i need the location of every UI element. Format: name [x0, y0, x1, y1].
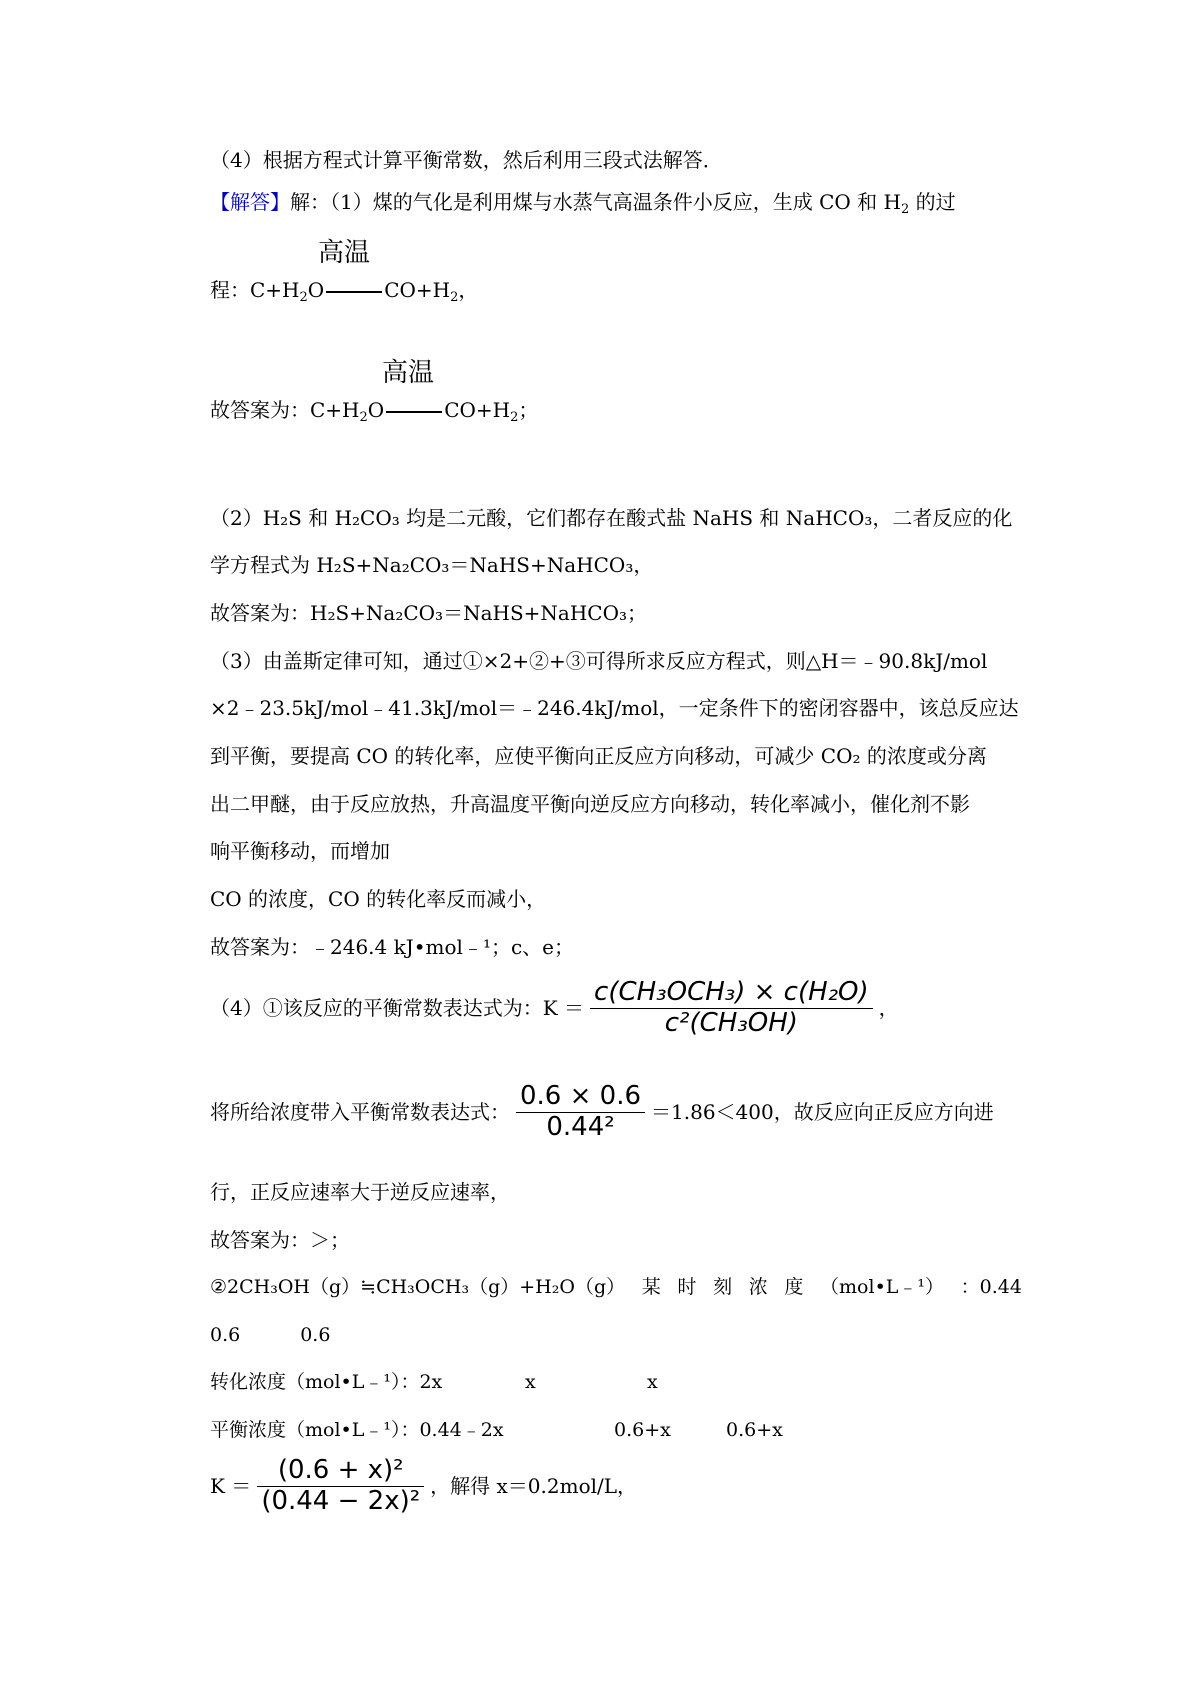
- para-3-answer: 故答案为：﹣246.4 kJ•mol﹣¹；c、e；: [210, 935, 575, 959]
- condition-high-temp-1: 高温: [318, 238, 371, 268]
- answer-line-tail: 的过: [909, 190, 956, 214]
- eq1-tail: CO+H: [384, 278, 451, 302]
- eq2-sub-a: 2: [359, 410, 368, 425]
- eq1-o: O: [307, 278, 325, 302]
- para-4-answer: 故答案为：＞；: [210, 1228, 350, 1252]
- three-stage-unit: （mol•L﹣¹）: [820, 1276, 945, 1298]
- eq2-end: ；: [518, 398, 539, 422]
- para-3-line-3: 到平衡，要提高 CO 的转化率，应使平衡向正反应方向移动，可减少 CO₂ 的浓度或分离: [210, 744, 987, 768]
- three-stage-value: ：0.44: [960, 1276, 1022, 1298]
- para-4-line-3: 行，正反应速率大于逆反应速率，: [210, 1180, 510, 1204]
- three-stage-char: 刻: [713, 1276, 733, 1298]
- para-4-intro: （4）根据方程式计算平衡常数，然后利用三段式法解答．: [210, 148, 723, 172]
- para-3-line-6: CO 的浓度，CO 的转化率反而减小，: [210, 887, 547, 911]
- initial-value-1: 0.6: [210, 1324, 241, 1346]
- k-expression-numerator: c(CH₃OCH₃) × c(H₂O): [594, 977, 869, 1007]
- k-final-post: ，解得 x＝0.2mol/L，: [430, 1474, 638, 1499]
- para-2-answer: 故答案为：H₂S+Na₂CO₃＝NaHS+NaHCO₃；: [210, 601, 647, 625]
- para-3-line-1: （3）由盖斯定律可知，通过①×2+②+③可得所求反应方程式，则△H＝﹣90.8kJ/mol: [210, 649, 988, 673]
- three-stage-initial-cont: [210, 1326, 330, 1345]
- para-2-line-1: [210, 508, 1022, 528]
- eq1-pre: 程：C+H: [210, 278, 300, 302]
- k-expression-denominator: c²(CH₃OH): [664, 1007, 798, 1038]
- k-final-pre: K ＝: [210, 1474, 252, 1499]
- three-stage-char: 浓: [748, 1276, 768, 1298]
- k-final-numerator: (0.6 + x)²: [277, 1455, 404, 1485]
- eq1-end: ，: [458, 278, 479, 302]
- three-stage-header: [210, 1278, 1022, 1297]
- three-stage-char: 时: [677, 1276, 697, 1298]
- k-expression-pre: （4）①该反应的平衡常数表达式为：K ＝: [210, 996, 585, 1021]
- equilibrium-label: 平衡浓度（mol•L﹣¹）：0.44﹣2x: [210, 1419, 504, 1441]
- q-calc-fraction: [516, 1082, 645, 1143]
- k-final-line: [210, 1456, 637, 1517]
- equation-line-2: [210, 398, 539, 425]
- change-label: 转化浓度（mol•L﹣¹）：2x: [210, 1371, 443, 1393]
- k-expression-fraction: [590, 978, 873, 1039]
- eq2-pre: 故答案为：C+H: [210, 398, 360, 422]
- eq2-sub-b: 2: [510, 410, 519, 425]
- k-final-fraction: [257, 1456, 424, 1517]
- para-2-line-1-text: （2）H₂S 和 H₂CO₃ 均是二元酸，它们都存在酸式盐 NaHS 和 NaHCO₃，二者反应的化: [210, 506, 1013, 530]
- condition-high-temp-2: 高温: [382, 358, 435, 388]
- equilibrium-value-1: 0.6+x: [614, 1419, 671, 1441]
- para-2-line-2: 学方程式为 H₂S+Na₂CO₃＝NaHS+NaHCO₃，: [210, 553, 654, 577]
- k-expression-post: ，: [878, 996, 899, 1021]
- q-calc-pre: 将所给浓度带入平衡常数表达式：: [210, 1100, 510, 1125]
- q-calc-numerator: 0.6 × 0.6: [520, 1081, 642, 1111]
- para-3-line-5: 响平衡移动，而增加: [210, 839, 390, 863]
- reaction-arrow-2: [386, 411, 442, 413]
- answer-line-text: 解：（1）煤的气化是利用煤与水蒸气高温条件小反应，生成 CO 和 H: [290, 190, 901, 214]
- para-3-line-2: ×2﹣23.5kJ/mol﹣41.3kJ/mol＝﹣246.4kJ/mol，一定条件下的密闭容器中，该总反应达: [210, 696, 1019, 720]
- k-expression-line: [210, 978, 899, 1039]
- three-stage-char: 度: [784, 1276, 804, 1298]
- three-stage-char: 某: [641, 1276, 661, 1298]
- answer-tag: 【解答】: [210, 190, 290, 214]
- q-calc-line: [210, 1082, 994, 1143]
- k-final-denominator: (0.44 − 2x)²: [261, 1485, 421, 1516]
- eq2-o: O: [367, 398, 385, 422]
- three-stage-equilibrium: [210, 1421, 783, 1440]
- h2-subscript: 2: [900, 202, 910, 217]
- q-calc-post: ＝1.86＜400，故反应向正反应方向进: [651, 1100, 994, 1125]
- initial-value-2: 0.6: [300, 1324, 331, 1346]
- answer-line: [210, 190, 956, 217]
- para-3-line-4: 出二甲醚，由于反应放热，升高温度平衡向逆反应方向移动，转化率减小，催化剂不影: [210, 792, 970, 816]
- eq2-tail: CO+H: [444, 398, 511, 422]
- three-stage-change: [210, 1373, 658, 1392]
- q-calc-denominator: 0.44²: [546, 1111, 615, 1142]
- three-stage-equation: ②2CH₃OH（g）≒CH₃OCH₃（g）+H₂O（g）: [210, 1276, 626, 1298]
- eq1-sub-b: 2: [450, 290, 459, 305]
- change-x-2: x: [647, 1371, 658, 1393]
- reaction-arrow-1: [326, 291, 382, 293]
- change-x-1: x: [525, 1371, 536, 1393]
- equation-line-1: [210, 278, 479, 305]
- eq1-sub-a: 2: [299, 290, 308, 305]
- equilibrium-value-2: 0.6+x: [726, 1419, 783, 1441]
